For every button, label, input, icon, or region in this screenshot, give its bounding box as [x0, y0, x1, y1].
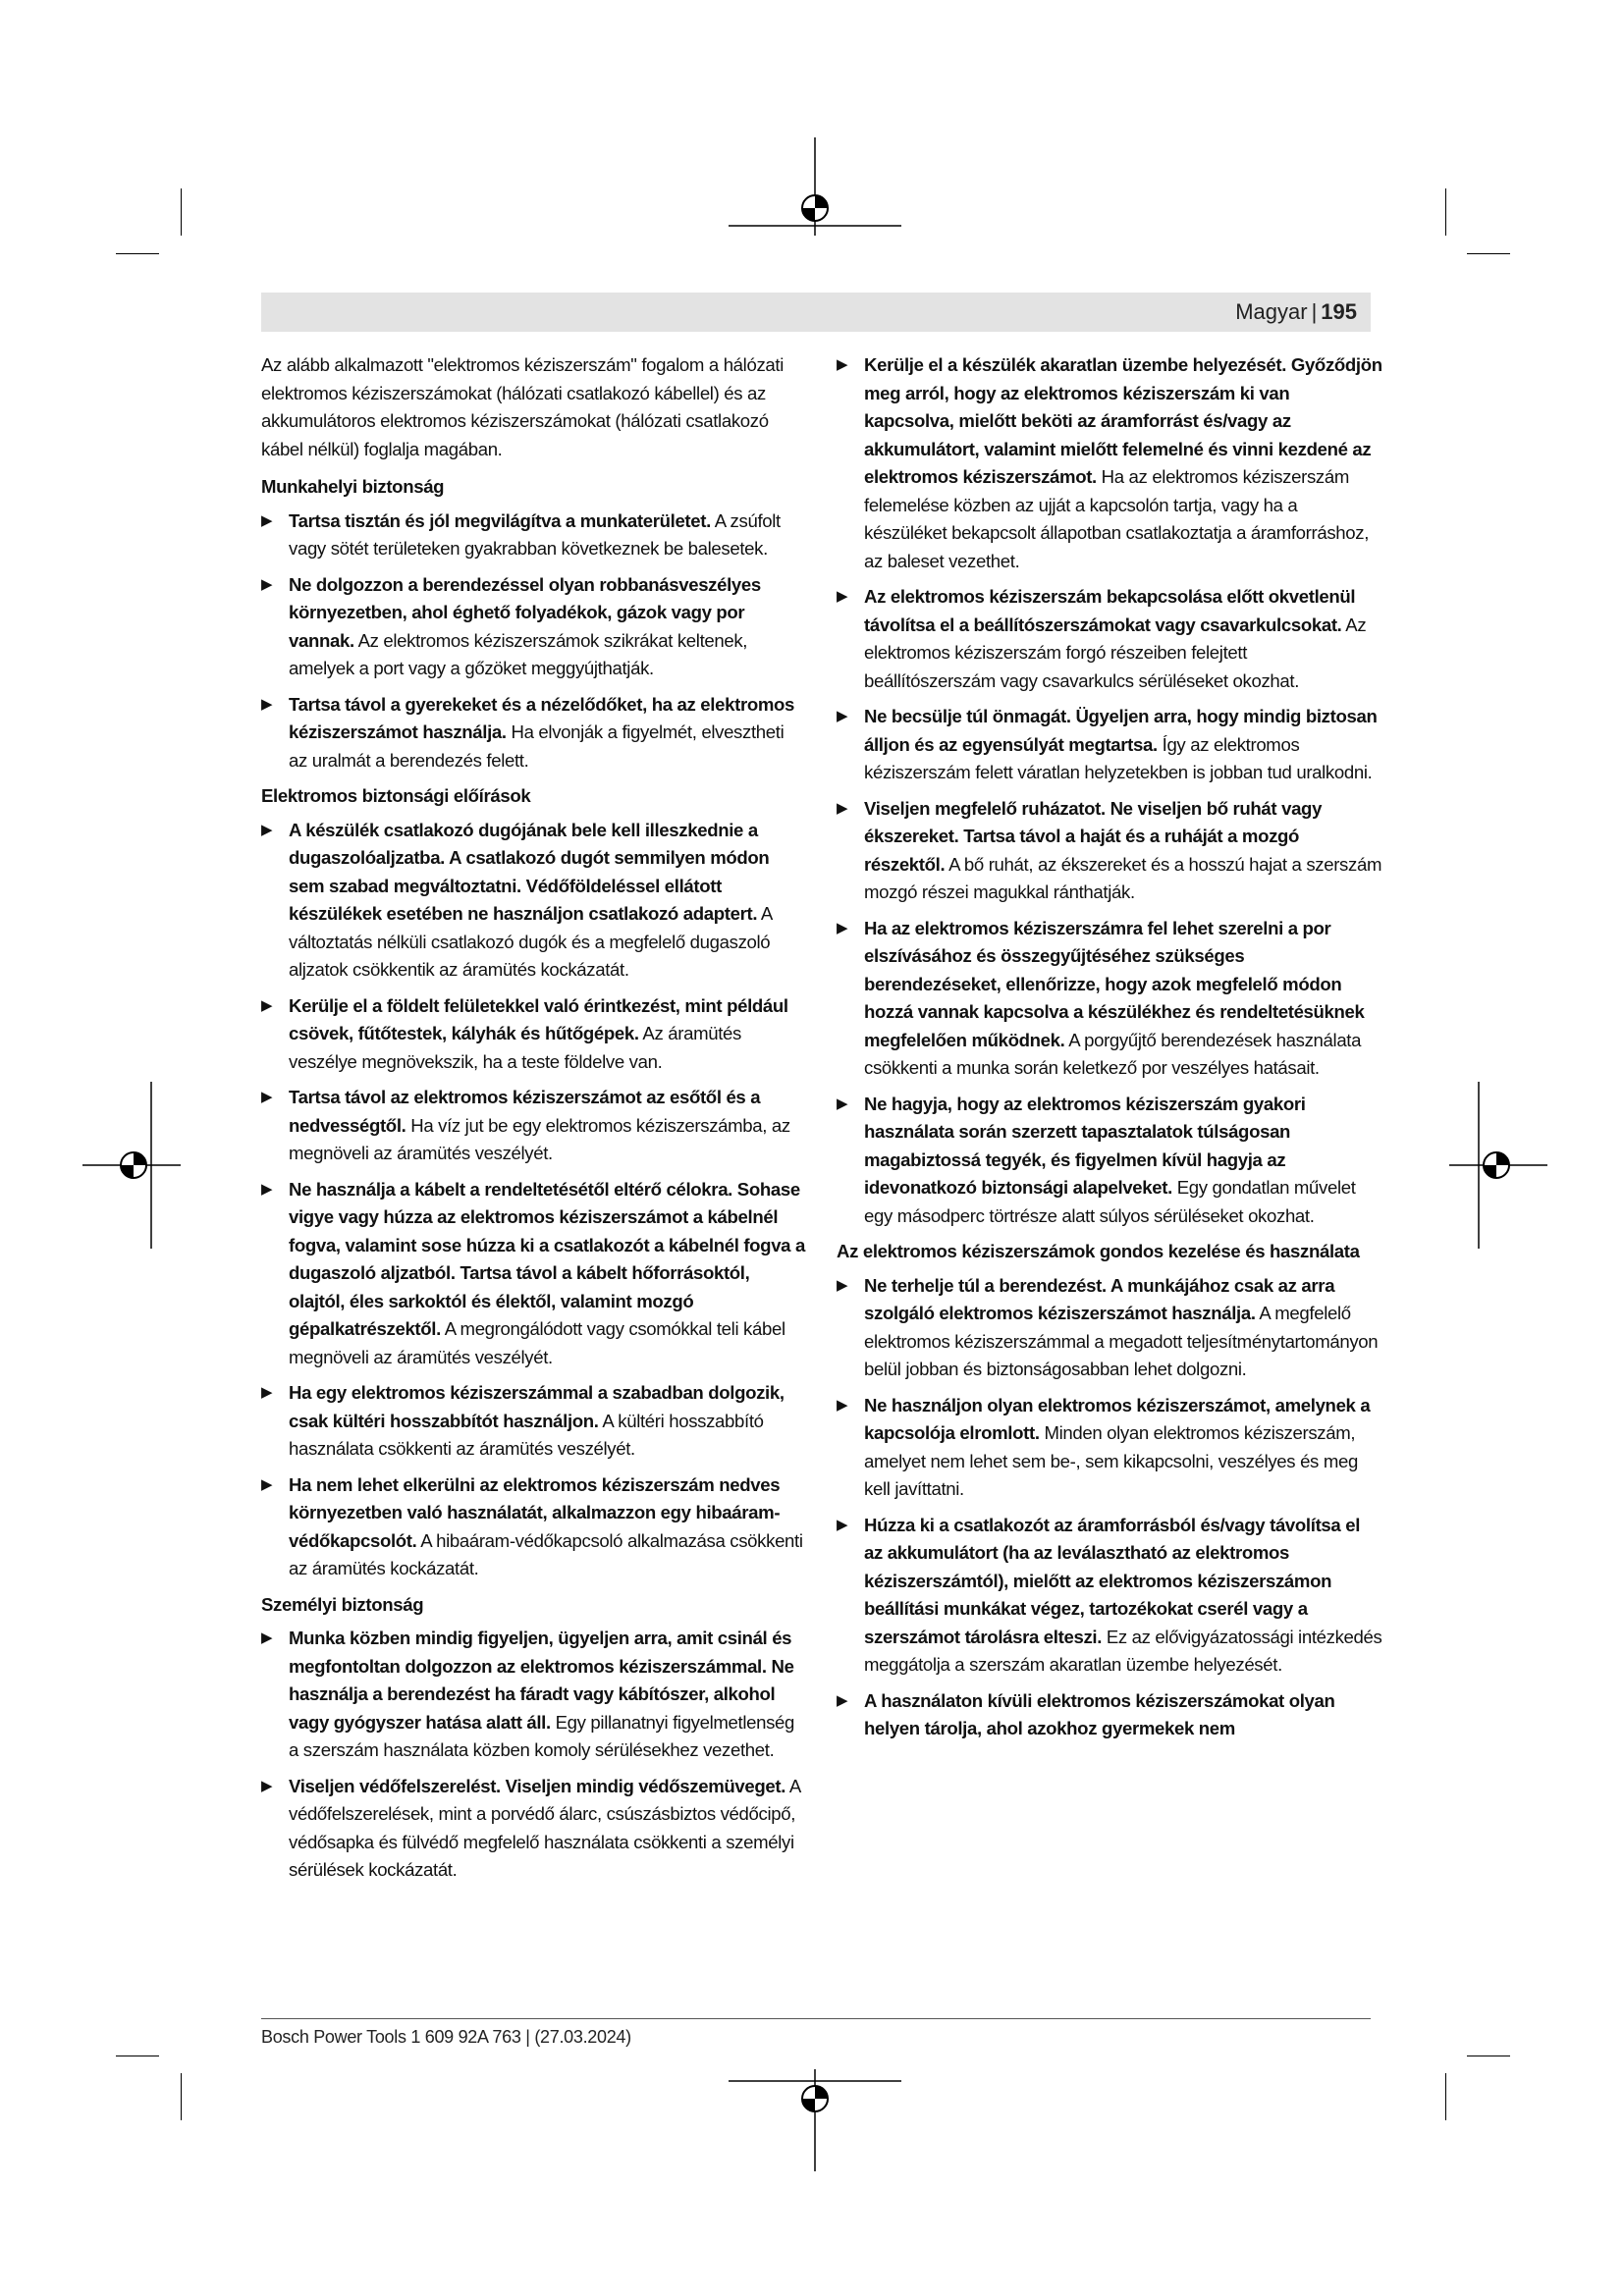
item-text: Ha elvonják a figyelmét, elvesztheti az uralmát a berendezés felett.: [289, 721, 785, 771]
bullet-arrow-icon: ▶: [261, 1777, 273, 1794]
list-item: [837, 1512, 1382, 1680]
bullet-arrow-icon: ▶: [837, 1691, 848, 1709]
list-item: [261, 1773, 807, 1885]
footer-divider: [261, 2018, 1371, 2019]
item-emphasis: Ha nem lehet elkerülni az elektromos kéziszerszám nedves környezetben való használatát, alkalmazzon egy hibaáram-védőkapcsolót.: [289, 1473, 781, 1551]
crop-mark: [116, 253, 159, 254]
item-text: Az elektromos kéziszerszám forgó részeiben felejtett beállítószerszám vagy csavarkulcs sérüléseket okozhat.: [864, 614, 1367, 691]
item-emphasis: Tartsa távol a gyerekeket és a nézelődőket, ha az elektromos kéziszerszámot használja.: [289, 693, 795, 742]
item-emphasis: Tartsa tisztán és jól megvilágítva a munkaterületet.: [289, 509, 711, 531]
item-text: A változtatás nélküli csatlakozó dugók és a megfelelő dugaszoló aljzatok csökkentik az áramütés kockázatát.: [289, 903, 772, 980]
list-item: [261, 1625, 807, 1765]
item-text: A kültéri hosszabbító használata csökkenti az áramütés veszélyét.: [289, 1410, 764, 1459]
bullet-arrow-icon: ▶: [261, 821, 273, 838]
header-language: Magyar: [1235, 299, 1308, 324]
list-item: [261, 1084, 807, 1168]
item-emphasis: Ha az elektromos kéziszerszámra fel lehet szerelni a por elszívásához és összegyűjtéséhez szükséges berendezéseket, ellenőrizze, hogy azok megfelelő módon hozzá vannak kapcsolva a készülékhez és rendeltetésüknek megfelelően működnek.: [864, 917, 1365, 1050]
section-personal: [261, 1625, 807, 1885]
bullet-arrow-icon: ▶: [261, 695, 273, 713]
item-emphasis: Ne becsülje túl önmagát. Ügyeljen arra, hogy mindig biztosan álljon és az egyensúlyát megtartsa.: [864, 706, 1378, 755]
list-item: [261, 1471, 807, 1583]
item-emphasis: Húzza ki a csatlakozót az áramforrásból és/vagy távolítsa el az akkumulátort (ha az leválasztható az elektromos kéziszerszámtól), mielőtt az elektromos kéziszerszámon beállítási munkákat végez, tartozékokat cserél vagy a szerszámot tárolásra elteszi.: [864, 1514, 1361, 1647]
bullet-arrow-icon: ▶: [837, 588, 848, 605]
crop-mark: [1467, 253, 1510, 254]
intro-paragraph: Az alább alkalmazott "elektromos kéziszerszám" fogalom a hálózati elektromos kéziszerszámokat (hálózati csatlakozó kábellel) és az akkumulátoros elektromos kéziszerszámokat (hálózati csatlakozó kábel nélkül) foglalja magában.: [261, 354, 784, 459]
list-item: [837, 583, 1382, 695]
crop-mark: [181, 188, 182, 236]
item-emphasis: Tartsa távol az elektromos kéziszerszámot az esőtől és a nedvességtől.: [289, 1087, 761, 1136]
list-item: [837, 1272, 1382, 1384]
item-text: Az elektromos kéziszerszámok szikrákat keltenek, amelyek a port vagy a gőzöket meggyújthatják.: [289, 629, 748, 678]
section-careful-use: [837, 1272, 1382, 1743]
section-work-area: [261, 507, 807, 775]
list-item: [261, 507, 807, 563]
item-text: Így az elektromos kéziszerszám felett váratlan helyzetekben is jobban tud uralkodni.: [864, 733, 1373, 782]
registration-mark-icon: [729, 2069, 901, 2171]
list-item: [837, 351, 1382, 575]
list-item: [837, 703, 1382, 787]
item-text: Ha az elektromos kéziszerszám felemelése közben az ujját a kapcsolón tartja, vagy ha a készüléket bekapcsolt állapotban csatlakoztatja a áramforráshoz, az baleset vezethet.: [864, 466, 1370, 571]
item-emphasis: Ne használja a kábelt a rendeltetésétől eltérő célokra. Sohase vigye vagy húzza az elektromos kéziszerszámot a kábelnél fogva, valamint sose húzza ki a csatlakozót a kábelnél fogva a dugaszoló aljzatból. Tartsa távol a kábelt hőforrásoktól, olajtól, éles sarkoktól és élektől, valamint mozgó gépalkatrészektől.: [289, 1178, 805, 1339]
list-item: [837, 795, 1382, 907]
right-column: [837, 351, 1382, 1751]
item-emphasis: Ha egy elektromos kéziszerszámmal a szabadban dolgozik, csak kültéri hosszabbítót használjon.: [289, 1382, 785, 1431]
registration-mark-icon: [729, 137, 901, 236]
bullet-arrow-icon: ▶: [261, 1180, 273, 1198]
registration-mark-icon: [82, 1082, 181, 1249]
item-emphasis: Ne hagyja, hogy az elektromos kéziszerszám gyakori használata során szerzett tapasztalatok túlságosan magabiztossá tegyék, és figyelmen kívül hagyja az idevonatkozó biztonsági alapelveket.: [864, 1093, 1306, 1198]
list-item: [837, 1091, 1382, 1231]
item-text: Egy gondatlan művelet egy másodperc törtrésze alatt súlyos sérüléseket okozhat.: [864, 1177, 1356, 1226]
bullet-arrow-icon: ▶: [837, 799, 848, 817]
item-text: Egy pillanatnyi figyelmetlenség a szerszám használata közben komoly sérülésekhez vezethet.: [289, 1711, 795, 1760]
bullet-arrow-icon: ▶: [837, 1516, 848, 1533]
item-text: A megrongálódott vagy csomókkal teli kábel megnöveli az áramütés veszélyét.: [289, 1318, 785, 1367]
item-text: Minden olyan elektromos kéziszerszám, amelyet nem lehet sem be-, sem kikapcsolni, veszélyes és meg kell javíttatni.: [864, 1422, 1358, 1499]
page-header: [261, 293, 1371, 332]
item-emphasis: Viseljen védőfelszerelést. Viseljen mindig védőszemüveget.: [289, 1775, 786, 1796]
item-text: Ha víz jut be egy elektromos kéziszerszámba, az megnöveli az áramütés veszélyét.: [289, 1114, 790, 1163]
left-column: [261, 351, 807, 1893]
section-heading: Személyi biztonság: [261, 1593, 424, 1615]
bullet-arrow-icon: ▶: [261, 1475, 273, 1493]
bullet-arrow-icon: ▶: [837, 1396, 848, 1414]
list-item: [261, 817, 807, 985]
item-emphasis: Ne dolgozzon a berendezéssel olyan robbanásveszélyes környezetben, ahol éghető folyadékok, gázok vagy por vannak.: [289, 573, 761, 651]
bullet-arrow-icon: ▶: [261, 996, 273, 1014]
item-text: A bő ruhát, az ékszereket és a hosszú hajat a szerszám mozgó részei magukkal ránthatják.: [864, 853, 1382, 902]
crop-mark: [1445, 188, 1446, 236]
item-emphasis: Az elektromos kéziszerszám bekapcsolása előtt okvetlenül távolítsa el a beállítószerszámokat vagy csavarkulcsokat.: [864, 586, 1356, 635]
item-text: A védőfelszerelések, mint a porvédő álarc, csúszásbiztos védőcipő, védősapka és fülvédő megfelelő használata csökkenti a személyi sérülések kockázatát.: [289, 1775, 800, 1880]
page-number: 195: [1321, 299, 1357, 324]
footer-text: Bosch Power Tools 1 609 92A 763 | (27.03.2024): [261, 2027, 631, 2047]
item-emphasis: Kerülje el a készülék akaratlan üzembe helyezését. Győződjön meg arról, hogy az elektromos kéziszerszám ki van kapcsolva, mielőtt beköti az áramforrást és/vagy az akkumulátort, valamint mielőtt felemelné és vinni kezdené az elektromos kéziszerszámot.: [864, 354, 1382, 487]
bullet-arrow-icon: ▶: [261, 1384, 273, 1401]
list-item: [261, 1379, 807, 1464]
item-text: A porgyűjtő berendezések használata csökkenti a munka során keletkező por veszélyes hatásait.: [864, 1029, 1362, 1078]
section-personal-continued: [837, 351, 1382, 1230]
item-text: A megfelelő elektromos kéziszerszámmal a megadott teljesítménytartományon belül jobban és biztonságosabban lehet dolgozni.: [864, 1303, 1379, 1379]
item-emphasis: Kerülje el a földelt felületekkel való érintkezést, mint például csövek, fűtőtestek, kályhák és hűtőgépek.: [289, 994, 788, 1043]
section-electrical: [261, 817, 807, 1583]
crop-mark: [181, 2073, 182, 2120]
bullet-arrow-icon: ▶: [261, 1629, 273, 1646]
item-text: Ez az elővigyázatossági intézkedés meggátolja a szerszám akaratlan üzembe helyezését.: [864, 1626, 1382, 1675]
item-text: A zsúfolt vagy sötét területeken gyakrabban következnek be balesetek.: [289, 509, 781, 559]
item-emphasis: Munka közben mindig figyeljen, ügyeljen arra, amit csinál és megfontoltan dolgozzon az elektromos kéziszerszámmal. Ne használja a berendezést ha fáradt vagy kábítószer, alkohol vagy gyógyszer hatása alatt áll.: [289, 1628, 794, 1733]
list-item: [261, 691, 807, 775]
item-text: Az áramütés veszélye megnövekszik, ha a teste földelve van.: [289, 1023, 741, 1072]
registration-mark-icon: [1449, 1082, 1547, 1249]
item-emphasis: A használaton kívüli elektromos kéziszerszámokat olyan helyen tárolja, ahol azokhoz gyermekek nem: [864, 1689, 1335, 1738]
item-emphasis: Viseljen megfelelő ruházatot. Ne viseljen bő ruhát vagy ékszereket. Tartsa távol a haját és a ruháját a mozgó részektől.: [864, 797, 1323, 875]
item-emphasis: Ne használjon olyan elektromos kéziszerszámot, amelynek a kapcsolója elromlott.: [864, 1394, 1371, 1443]
list-item: [837, 1687, 1382, 1743]
item-emphasis: A készülék csatlakozó dugójának bele kell illeszkednie a dugaszolóaljzatba. A csatlakozó dugót semmilyen módon sem szabad megváltoztatni. Védőföldeléssel ellátott készülékek esetében ne használjon csatlakozó adaptert.: [289, 819, 770, 924]
list-item: [261, 992, 807, 1077]
section-heading: Munkahelyi biztonság: [261, 476, 445, 497]
bullet-arrow-icon: ▶: [837, 919, 848, 936]
section-heading: Az elektromos kéziszerszámok gondos kezelése és használata: [837, 1241, 1360, 1261]
bullet-arrow-icon: ▶: [837, 1276, 848, 1294]
list-item: [261, 571, 807, 683]
header-label: Magyar | 195: [1235, 299, 1357, 324]
list-item: [261, 1176, 807, 1372]
bullet-arrow-icon: ▶: [261, 575, 273, 593]
item-emphasis: Ne terhelje túl a berendezést. A munkájához csak az arra szolgáló elektromos kéziszerszámot használja.: [864, 1274, 1335, 1323]
bullet-arrow-icon: ▶: [261, 1089, 273, 1105]
item-text: A hibaáram-védőkapcsoló alkalmazása csökkenti az áramütés kockázatát.: [289, 1529, 803, 1578]
bullet-arrow-icon: ▶: [837, 356, 848, 373]
bullet-arrow-icon: ▶: [837, 1095, 848, 1112]
bullet-arrow-icon: ▶: [261, 511, 273, 529]
section-heading: Elektromos biztonsági előírások: [261, 785, 531, 806]
bullet-arrow-icon: ▶: [837, 708, 848, 724]
list-item: [837, 1392, 1382, 1504]
crop-mark: [1445, 2073, 1446, 2120]
list-item: [837, 915, 1382, 1083]
